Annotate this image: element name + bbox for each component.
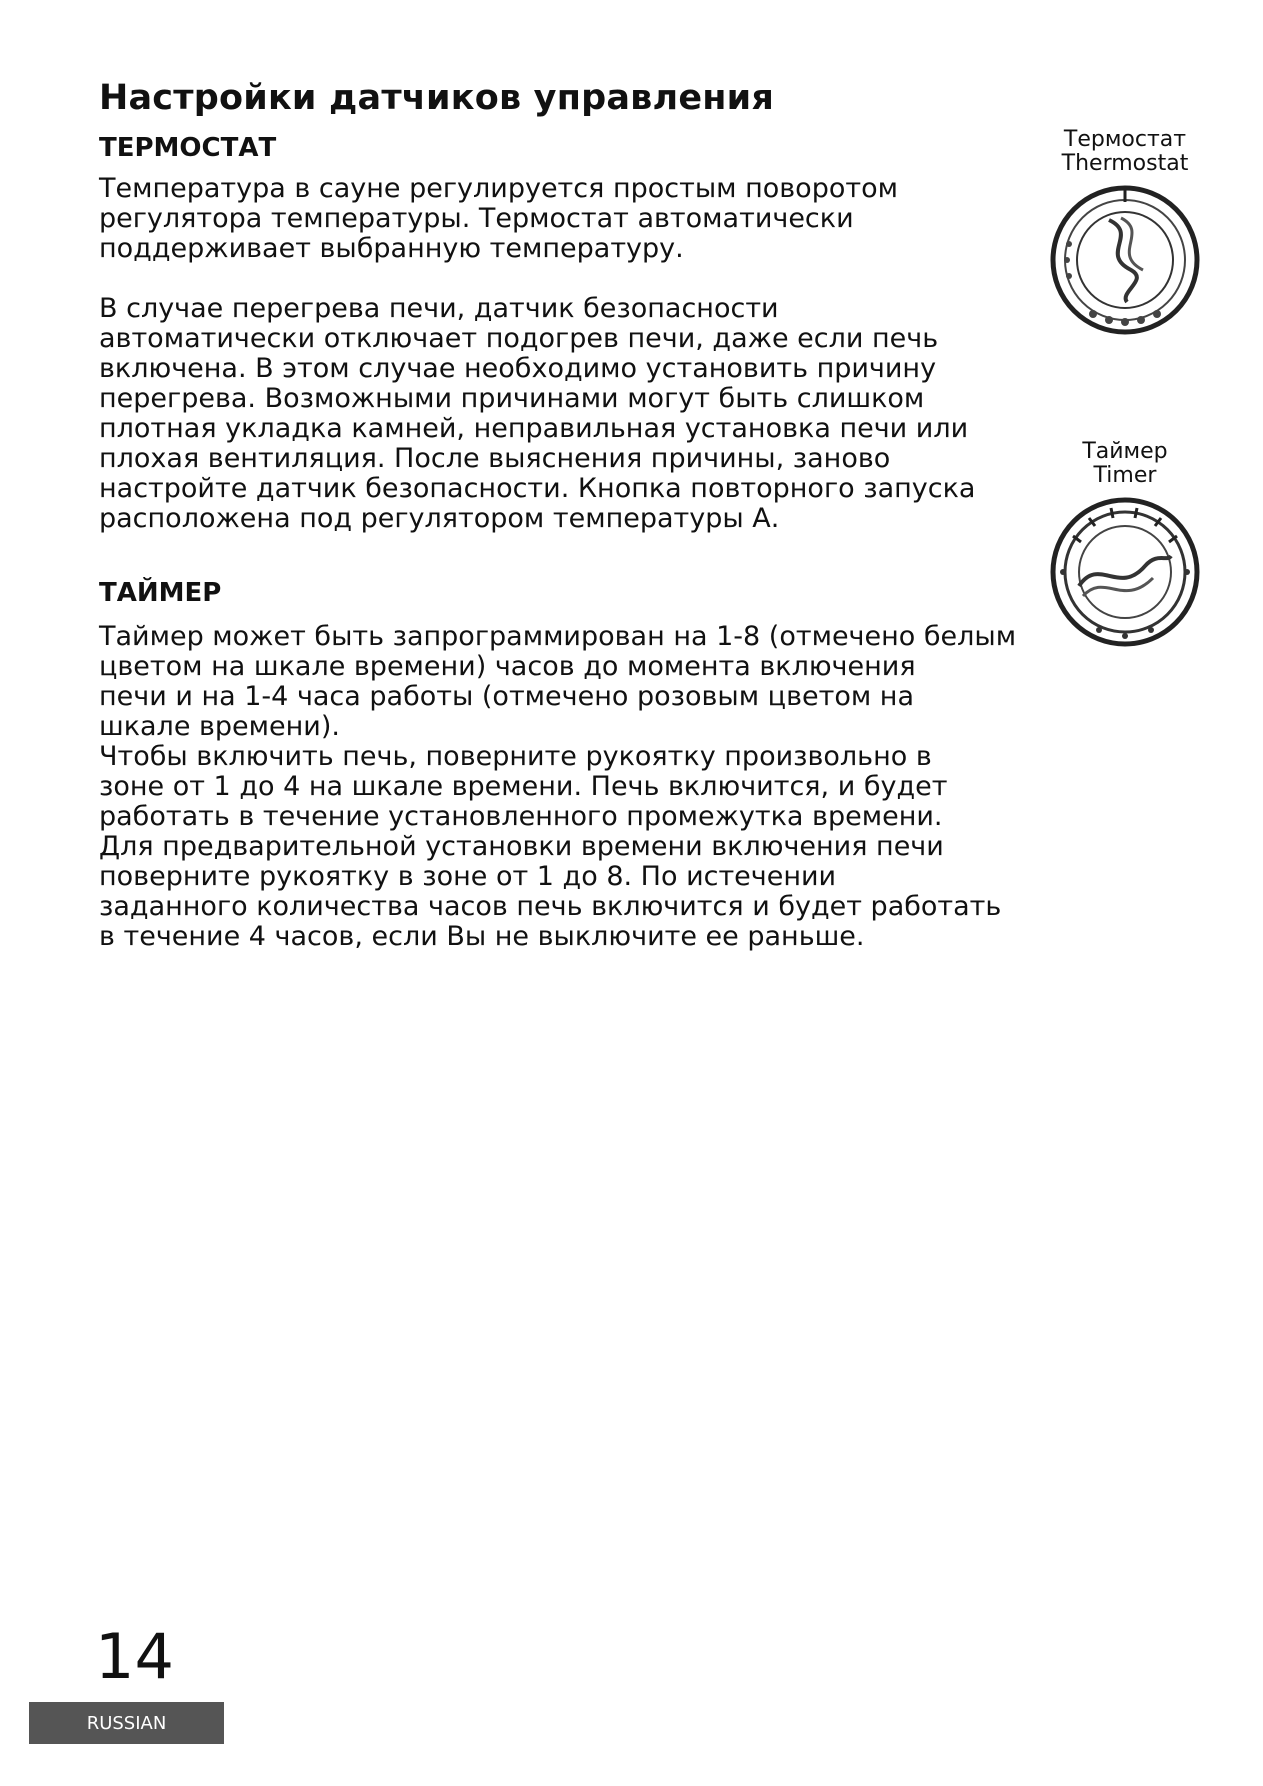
thermostat-paragraph-1: Температура в сауне регулируется простым поворотом регулятора температуры. Термостат автоматически поддерживает выбранную температуру.	[99, 173, 898, 264]
page-title: Настройки датчиков управления	[99, 78, 775, 118]
thermostat-caption: Термостат Thermostat	[1061, 127, 1189, 176]
thermostat-dial-icon	[1025, 184, 1225, 336]
thermostat-heading: ТЕРМОСТАТ	[99, 133, 277, 163]
thermostat-paragraph-2: В случае перегрева печи, датчик безопасности автоматически отключает подогрев печи, даже если печь включена. В этом случае необходимо установить причину перегрева. Возможными причинами могут быть слишком плотная укладка камней, неправильная установка печи или плохая вентиляция. После выяснения причины, заново настройте датчик безопасности. Кнопка повторного запуска расположена под регулятором температуры А.	[99, 293, 976, 534]
language-label: RUSSIAN	[29, 1702, 224, 1744]
page-number: 14	[95, 1620, 174, 1693]
timer-paragraph: Таймер может быть запрограммирован на 1-8 (отмечено белым цветом на шкале времени) часов до момента включения печи и на 1-4 часа работы (отмечено розовым цветом на шкале времени). Чтобы включить печь, поверните рукоятку произвольно в зоне от 1 до 4 на шкале времени. Печь включится, и будет работать в течение установленного промежутка времени. Для предварительной установки времени включения печи поверните рукоятку в зоне от 1 до 8. По истечении заданного количества часов печь включится и будет работать в течение 4 часов, если Вы не выключите ее раньше.	[99, 621, 1017, 952]
timer-dial-icon	[1025, 496, 1225, 648]
thermostat-dial-block	[1025, 128, 1225, 336]
timer-caption: Таймер Timer	[1082, 439, 1168, 488]
timer-dial-block	[1025, 440, 1225, 648]
timer-heading: ТАЙМЕР	[99, 578, 222, 608]
